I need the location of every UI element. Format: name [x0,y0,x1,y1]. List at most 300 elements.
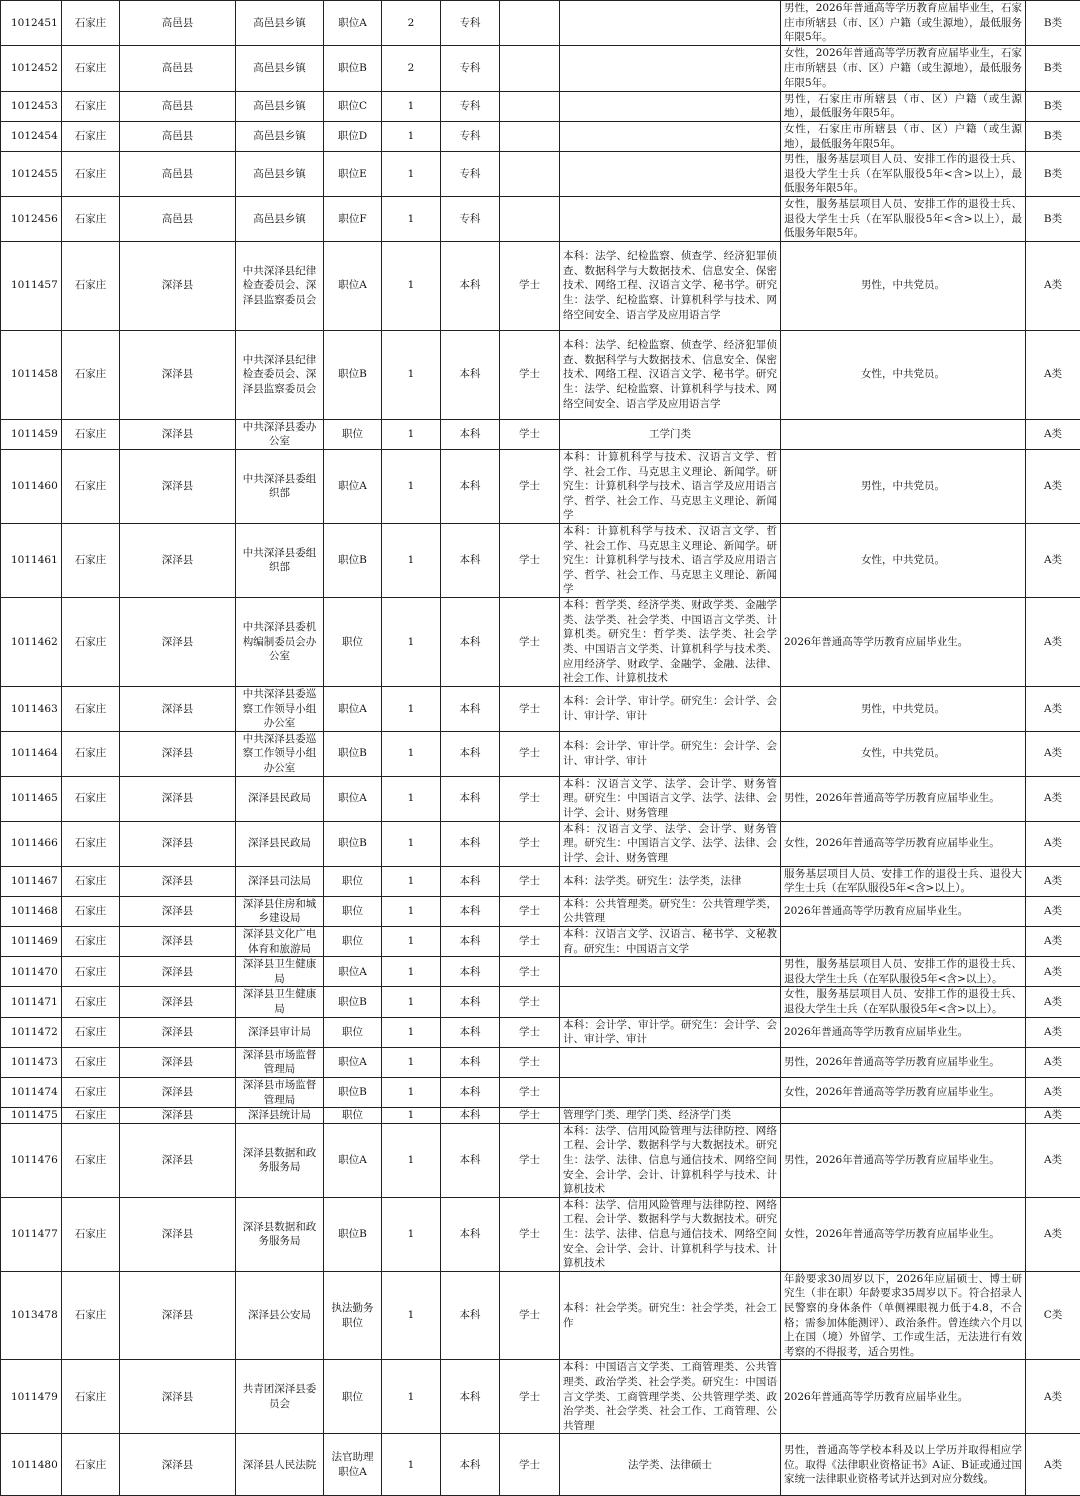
count-cell: 2 [382,45,441,91]
code-cell: 1012454 [1,121,62,151]
major-cell [560,1047,781,1077]
position-cell: 职位 [324,927,382,957]
table-row [1,1108,1080,1124]
unit-cell: 深泽县统计局 [236,1108,324,1124]
education-cell: 本科 [441,1108,500,1124]
county-cell: 高邑县 [120,152,236,197]
unit-cell: 深泽县卫生健康局 [236,987,324,1017]
major-cell: 本科：计算机科学与技术、汉语言文学、哲学、社会工作、马克思主义理论、新闻学。研究生：计算机科学与技术、语言学及应用语言学、哲学、社会工作、马克思主义理论、新闻学 [560,523,781,597]
major-cell: 本科：会计学、审计学。研究生：会计学、会计、审计学、审计 [560,731,781,776]
county-cell: 深泽县 [120,776,236,821]
city-cell: 石家庄 [62,1047,120,1077]
county-cell: 深泽县 [120,1360,236,1434]
category-cell: A类 [1026,1108,1080,1124]
requirements-cell: 2026年普通高等学历教育应届毕业生。 [781,597,1026,686]
position-cell: 职位A [324,957,382,987]
degree-cell [500,152,560,197]
county-cell: 深泽县 [120,896,236,926]
count-cell: 1 [382,1360,441,1434]
county-cell: 深泽县 [120,597,236,686]
category-cell: A类 [1026,927,1080,957]
unit-cell: 深泽县公安局 [236,1271,324,1360]
position-cell: 职位B [324,330,382,419]
requirements-cell: 女性，2026年普通高等学历教育应届毕业生，石家庄市所辖县（市、区）户籍（或生源地），最低服务年限5年。 [781,45,1026,91]
county-cell: 深泽县 [120,1434,236,1496]
unit-cell: 深泽县人民法院 [236,1434,324,1496]
table-row [1,45,1080,91]
unit-cell: 中共深泽县委办公室 [236,419,324,449]
county-cell: 深泽县 [120,821,236,866]
code-cell: 1011469 [1,927,62,957]
city-cell: 石家庄 [62,957,120,987]
position-cell: 职位A [324,686,382,731]
major-cell: 管理学门类、理学门类、经济学门类 [560,1108,781,1124]
major-cell [560,1078,781,1108]
table-row [1,196,1080,241]
major-cell [560,91,781,121]
city-cell: 石家庄 [62,45,120,91]
category-cell: A类 [1026,1360,1080,1434]
education-cell: 本科 [441,1271,500,1360]
count-cell: 1 [382,1108,441,1124]
code-cell: 1011475 [1,1108,62,1124]
county-cell: 深泽县 [120,1047,236,1077]
unit-cell: 中共深泽县委组织部 [236,523,324,597]
city-cell: 石家庄 [62,866,120,896]
major-cell: 本科：社会学类。研究生：社会学类，社会工作 [560,1271,781,1360]
education-cell: 专科 [441,196,500,241]
city-cell: 石家庄 [62,821,120,866]
city-cell: 石家庄 [62,927,120,957]
table-row [1,1197,1080,1271]
requirements-cell: 女性，服务基层项目人员、安排工作的退役士兵、退役大学生士兵（在军队服役5年<含>以上）。 [781,987,1026,1017]
category-cell: C类 [1026,1271,1080,1360]
position-cell: 职位B [324,1197,382,1271]
city-cell: 石家庄 [62,1360,120,1434]
code-cell: 1011480 [1,1434,62,1496]
education-cell: 本科 [441,686,500,731]
table-row [1,1017,1080,1047]
count-cell: 1 [382,597,441,686]
degree-cell: 学士 [500,731,560,776]
education-cell: 本科 [441,449,500,523]
table-row [1,152,1080,197]
category-cell: B类 [1026,91,1080,121]
major-cell: 本科：汉语言文学、法学、会计学、财务管理。研究生：中国语言文学、法学、法律、会计学、会计、财务管理 [560,776,781,821]
major-cell: 本科：法学、信用风险管理与法律防控、网络工程、会计学、数据科学与大数据技术。研究生：法学、法律、信息与通信技术、网络空间安全、会计学、会计、计算机科学与技术、计算机技术 [560,1197,781,1271]
county-cell: 深泽县 [120,866,236,896]
table-row [1,121,1080,151]
major-cell: 本科：中国语言文学类、工商管理类、公共管理类、政治学类、社会学类。研究生：中国语言文学类、工商管理学类、公共管理学类、政治学类、社会学类、社会工作、工商管理、公共管理 [560,1360,781,1434]
code-cell: 1011472 [1,1017,62,1047]
position-cell: 职位 [324,1017,382,1047]
category-cell: A类 [1026,1434,1080,1496]
unit-cell: 深泽县审计局 [236,1017,324,1047]
requirements-cell: 男性，中共党员。 [781,449,1026,523]
degree-cell: 学士 [500,987,560,1017]
education-cell: 专科 [441,91,500,121]
code-cell: 1012452 [1,45,62,91]
education-cell: 本科 [441,731,500,776]
code-cell: 1011468 [1,896,62,926]
category-cell: A类 [1026,449,1080,523]
position-cell: 职位B [324,821,382,866]
degree-cell: 学士 [500,523,560,597]
city-cell: 石家庄 [62,1271,120,1360]
degree-cell: 学士 [500,1108,560,1124]
count-cell: 1 [382,152,441,197]
position-cell: 职位B [324,987,382,1017]
education-cell: 本科 [441,419,500,449]
count-cell: 1 [382,866,441,896]
count-cell: 1 [382,987,441,1017]
major-cell: 本科：法学、信用风险管理与法律防控、网络工程、会计学、数据科学与大数据技术。研究生：法学、法律、信息与通信技术、网络空间安全、会计学、会计、计算机科学与技术、计算机技术 [560,1123,781,1197]
city-cell: 石家庄 [62,1108,120,1124]
count-cell: 1 [382,731,441,776]
county-cell: 深泽县 [120,1108,236,1124]
code-cell: 1011464 [1,731,62,776]
requirements-cell: 女性，2026年普通高等学历教育应届毕业生。 [781,1078,1026,1108]
requirements-cell: 2026年普通高等学历教育应届毕业生。 [781,896,1026,926]
major-cell [560,957,781,987]
table-row [1,1047,1080,1077]
position-cell: 职位 [324,1108,382,1124]
city-cell: 石家庄 [62,1123,120,1197]
position-cell: 职位B [324,523,382,597]
education-cell: 本科 [441,330,500,419]
city-cell: 石家庄 [62,686,120,731]
position-cell: 职位D [324,121,382,151]
count-cell: 1 [382,686,441,731]
table-row [1,91,1080,121]
position-cell: 法官助理职位A [324,1434,382,1496]
degree-cell: 学士 [500,449,560,523]
category-cell: A类 [1026,1047,1080,1077]
count-cell: 1 [382,449,441,523]
county-cell: 深泽县 [120,731,236,776]
city-cell: 石家庄 [62,1017,120,1047]
requirements-cell: 男性，2026年普通高等学历教育应届毕业生，石家庄市所辖县（市、区）户籍（或生源地），最低服务年限5年。 [781,1,1026,46]
table-row [1,1271,1080,1360]
table-row [1,449,1080,523]
code-cell: 1011461 [1,523,62,597]
city-cell: 石家庄 [62,196,120,241]
major-cell: 本科：哲学类、经济学类、财政学类、金融学类、法学类、社会学类、中国语言文学类、计算机类。研究生：哲学类、法学类、社会学类、中国语言文学类、计算机科学与技术类、应用经济学、财政学、金融学、金融、法律、社会工作、计算机技术 [560,597,781,686]
county-cell: 深泽县 [120,1017,236,1047]
count-cell: 1 [382,1047,441,1077]
count-cell: 1 [382,330,441,419]
county-cell: 深泽县 [120,1078,236,1108]
major-cell: 本科：公共管理类。研究生：公共管理学类，公共管理 [560,896,781,926]
degree-cell: 学士 [500,419,560,449]
major-cell [560,152,781,197]
code-cell: 1011465 [1,776,62,821]
requirements-cell: 2026年普通高等学历教育应届毕业生。 [781,1017,1026,1047]
requirements-cell [781,927,1026,957]
degree-cell: 学士 [500,597,560,686]
unit-cell: 高邑县乡镇 [236,152,324,197]
count-cell: 1 [382,91,441,121]
position-cell: 职位 [324,896,382,926]
count-cell: 1 [382,1078,441,1108]
education-cell: 本科 [441,1078,500,1108]
position-cell: 职位A [324,776,382,821]
requirements-cell: 服务基层项目人员、安排工作的退役士兵、退役大学生士兵（在军队服役5年<含>以上）。 [781,866,1026,896]
degree-cell: 学士 [500,896,560,926]
position-cell: 职位 [324,419,382,449]
code-cell: 1012453 [1,91,62,121]
major-cell: 本科：会计学、审计学。研究生：会计学、会计、审计学、审计 [560,686,781,731]
requirements-cell: 2026年普通高等学历教育应届毕业生。 [781,1360,1026,1434]
position-cell: 职位 [324,866,382,896]
city-cell: 石家庄 [62,523,120,597]
city-cell: 石家庄 [62,419,120,449]
table-row [1,686,1080,731]
education-cell: 专科 [441,1,500,46]
position-cell: 职位 [324,1360,382,1434]
requirements-cell: 男性，中共党员。 [781,686,1026,731]
table-row [1,523,1080,597]
county-cell: 深泽县 [120,330,236,419]
city-cell: 石家庄 [62,1,120,46]
table-row [1,1360,1080,1434]
category-cell: B类 [1026,1,1080,46]
requirements-cell: 男性，普通高等学校本科及以上学历并取得相应学位。取得《法律职业资格证书》A证、B证或通过国家统一法律职业资格考试并达到对应分数线。 [781,1434,1026,1496]
category-cell: A类 [1026,1123,1080,1197]
code-cell: 1011476 [1,1123,62,1197]
city-cell: 石家庄 [62,597,120,686]
code-cell: 1011460 [1,449,62,523]
county-cell: 深泽县 [120,449,236,523]
code-cell: 1011479 [1,1360,62,1434]
count-cell: 1 [382,927,441,957]
county-cell: 深泽县 [120,241,236,330]
table-row [1,866,1080,896]
city-cell: 石家庄 [62,330,120,419]
major-cell [560,45,781,91]
count-cell: 1 [382,776,441,821]
education-cell: 本科 [441,1434,500,1496]
position-cell: 职位F [324,196,382,241]
education-cell: 本科 [441,523,500,597]
table-row [1,821,1080,866]
unit-cell: 中共深泽县委机构编制委员会办公室 [236,597,324,686]
table-row [1,1123,1080,1197]
table-row [1,1078,1080,1108]
county-cell: 深泽县 [120,1197,236,1271]
category-cell: A类 [1026,330,1080,419]
category-cell: A类 [1026,821,1080,866]
table-row [1,419,1080,449]
unit-cell: 深泽县司法局 [236,866,324,896]
count-cell: 1 [382,1434,441,1496]
unit-cell: 深泽县数据和政务服务局 [236,1197,324,1271]
position-cell: 职位A [324,449,382,523]
position-cell: 职位B [324,731,382,776]
unit-cell: 中共深泽县纪律检查委员会、深泽县监察委员会 [236,241,324,330]
education-cell: 专科 [441,121,500,151]
requirements-cell: 女性，石家庄市所辖县（市、区）户籍（或生源地），最低服务年限5年。 [781,121,1026,151]
degree-cell [500,196,560,241]
code-cell: 1011457 [1,241,62,330]
major-cell: 本科：法学、纪检监察、侦查学、经济犯罪侦查、数据科学与大数据技术、信息安全、保密技术、网络工程、汉语言文学、秘书学。研究生：法学、纪检监察、计算机科学与技术、网络空间安全、语言学及应用语言学 [560,241,781,330]
degree-cell: 学士 [500,957,560,987]
code-cell: 1011470 [1,957,62,987]
table-row [1,731,1080,776]
requirements-cell: 男性，2026年普通高等学历教育应届毕业生。 [781,1047,1026,1077]
count-cell: 1 [382,821,441,866]
code-cell: 1011463 [1,686,62,731]
city-cell: 石家庄 [62,152,120,197]
requirements-cell: 男性，服务基层项目人员、安排工作的退役士兵、退役大学生士兵（在军队服役5年<含>以上），最低服务年限5年。 [781,152,1026,197]
category-cell: A类 [1026,987,1080,1017]
unit-cell: 中共深泽县纪律检查委员会、深泽县监察委员会 [236,330,324,419]
category-cell: A类 [1026,957,1080,987]
education-cell: 本科 [441,957,500,987]
city-cell: 石家庄 [62,241,120,330]
requirements-cell [781,1108,1026,1124]
count-cell: 1 [382,896,441,926]
position-cell: 职位B [324,45,382,91]
degree-cell: 学士 [500,241,560,330]
unit-cell: 深泽县数据和政务服务局 [236,1123,324,1197]
degree-cell: 学士 [500,686,560,731]
degree-cell: 学士 [500,1360,560,1434]
unit-cell: 深泽县民政局 [236,821,324,866]
unit-cell: 中共深泽县委组织部 [236,449,324,523]
code-cell: 1011471 [1,987,62,1017]
category-cell: B类 [1026,45,1080,91]
unit-cell: 深泽县市场监督管理局 [236,1047,324,1077]
code-cell: 1011462 [1,597,62,686]
category-cell: A类 [1026,1078,1080,1108]
education-cell: 本科 [441,241,500,330]
county-cell: 深泽县 [120,987,236,1017]
major-cell: 本科：法学、纪检监察、侦查学、经济犯罪侦查、数据科学与大数据技术、信息安全、保密技术、网络工程、汉语言文学、秘书学。研究生：法学、纪检监察、计算机科学与技术、网络空间安全、语言学及应用语言学 [560,330,781,419]
education-cell: 本科 [441,1197,500,1271]
city-cell: 石家庄 [62,121,120,151]
requirements-cell [781,419,1026,449]
major-cell [560,196,781,241]
count-cell: 1 [382,241,441,330]
table-row [1,957,1080,987]
city-cell: 石家庄 [62,896,120,926]
position-cell: 执法勤务职位 [324,1271,382,1360]
code-cell: 1012455 [1,152,62,197]
education-cell: 本科 [441,866,500,896]
count-cell: 1 [382,1271,441,1360]
education-cell: 本科 [441,1047,500,1077]
code-cell: 1012456 [1,196,62,241]
degree-cell: 学士 [500,330,560,419]
category-cell: A类 [1026,1017,1080,1047]
education-cell: 本科 [441,597,500,686]
category-cell: A类 [1026,896,1080,926]
count-cell: 1 [382,1017,441,1047]
position-cell: 职位B [324,1078,382,1108]
requirements-cell: 年龄要求30周岁以下，2026年应届硕士、博士研究生（非在职）年龄要求35周岁以下。符合招录人民警察的身体条件（单侧裸眼视力低于4.8，不合格；需参加体能测评）、政治条件。曾连续六个月以上在国（境）外留学、工作或生活，无法进行有效考察的不得报考，适合男性。 [781,1271,1026,1360]
unit-cell: 高邑县乡镇 [236,45,324,91]
requirements-cell: 女性，中共党员。 [781,731,1026,776]
position-cell: 职位A [324,1123,382,1197]
category-cell: A类 [1026,597,1080,686]
code-cell: 1012451 [1,1,62,46]
unit-cell: 高邑县乡镇 [236,1,324,46]
major-cell: 本科：计算机科学与技术、汉语言文学、哲学、社会工作、马克思主义理论、新闻学。研究生：计算机科学与技术、语言学及应用语言学、哲学、社会工作、马克思主义理论、新闻学 [560,449,781,523]
city-cell: 石家庄 [62,1197,120,1271]
degree-cell [500,121,560,151]
requirements-cell: 女性，中共党员。 [781,330,1026,419]
degree-cell: 学士 [500,1047,560,1077]
position-cell: 职位A [324,241,382,330]
unit-cell: 深泽县文化广电体育和旅游局 [236,927,324,957]
degree-cell: 学士 [500,866,560,896]
code-cell: 1011474 [1,1078,62,1108]
degree-cell: 学士 [500,1271,560,1360]
table-row [1,241,1080,330]
city-cell: 石家庄 [62,91,120,121]
code-cell: 1011473 [1,1047,62,1077]
table-row [1,927,1080,957]
county-cell: 深泽县 [120,1123,236,1197]
category-cell: A类 [1026,776,1080,821]
category-cell: A类 [1026,1197,1080,1271]
major-cell: 本科：会计学、审计学。研究生：会计学、会计、审计学、审计 [560,1017,781,1047]
count-cell: 2 [382,1,441,46]
education-cell: 本科 [441,1360,500,1434]
unit-cell: 中共深泽县委巡察工作领导小组办公室 [236,731,324,776]
major-cell: 本科：汉语言文学、法学、会计学、财务管理。研究生：中国语言文学、法学、法律、会计学、会计、财务管理 [560,821,781,866]
education-cell: 专科 [441,45,500,91]
county-cell: 高邑县 [120,45,236,91]
table-row [1,330,1080,419]
count-cell: 1 [382,1197,441,1271]
code-cell: 1011466 [1,821,62,866]
major-cell [560,1,781,46]
county-cell: 高邑县 [120,121,236,151]
table-row [1,1,1080,46]
table-row [1,987,1080,1017]
education-cell: 本科 [441,1123,500,1197]
count-cell: 1 [382,196,441,241]
degree-cell: 学士 [500,927,560,957]
education-cell: 专科 [441,152,500,197]
degree-cell: 学士 [500,1197,560,1271]
county-cell: 深泽县 [120,1271,236,1360]
requirements-cell: 女性，2026年普通高等学历教育应届毕业生。 [781,821,1026,866]
table-row [1,1434,1080,1496]
county-cell: 高邑县 [120,196,236,241]
category-cell: A类 [1026,419,1080,449]
unit-cell: 深泽县住房和城乡建设局 [236,896,324,926]
major-cell: 工学门类 [560,419,781,449]
unit-cell: 深泽县市场监督管理局 [236,1078,324,1108]
requirements-cell: 男性，石家庄市所辖县（市、区）户籍（或生源地），最低服务年限5年。 [781,91,1026,121]
count-cell: 1 [382,523,441,597]
unit-cell: 深泽县卫生健康局 [236,957,324,987]
unit-cell: 高邑县乡镇 [236,196,324,241]
category-cell: B类 [1026,196,1080,241]
education-cell: 本科 [441,776,500,821]
degree-cell [500,45,560,91]
major-cell [560,987,781,1017]
code-cell: 1011459 [1,419,62,449]
county-cell: 深泽县 [120,686,236,731]
code-cell: 1013478 [1,1271,62,1360]
position-cell: 职位A [324,1047,382,1077]
city-cell: 石家庄 [62,987,120,1017]
requirements-cell: 女性，中共党员。 [781,523,1026,597]
